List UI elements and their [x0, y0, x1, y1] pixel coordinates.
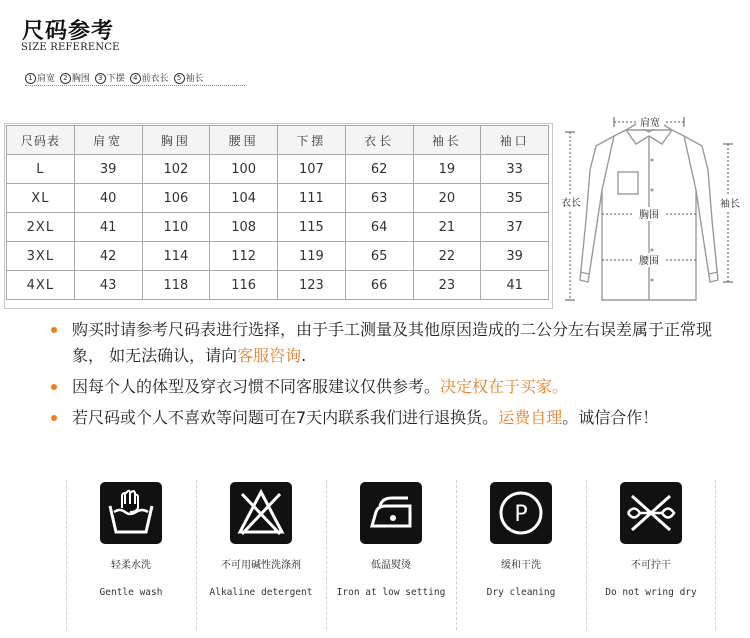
table-cell: 4XL	[7, 271, 75, 300]
table-header-cell: 衣长	[345, 126, 413, 155]
care-label-cn: 缓和干洗	[501, 560, 541, 571]
legend-number: 4	[130, 73, 141, 84]
table-cell: 112	[210, 242, 278, 271]
table-cell: 118	[142, 271, 210, 300]
table-cell: 110	[142, 213, 210, 242]
note-text: 购买时请参考尺码表进行选择，由于手工测量及其他原因造成的二公分左右误差属于正常现象， 如无法确认，请向	[72, 320, 713, 365]
table-row	[7, 213, 549, 242]
care-label-en: Alkaline detergent	[209, 587, 313, 598]
table-row	[7, 184, 549, 213]
note-text: 若尺码或个人不喜欢等问题可在7天内联系我们进行退换货。	[72, 408, 499, 427]
note-highlight: 客服咨询	[237, 346, 302, 365]
table-cell: 107	[278, 155, 346, 184]
legend-label: 胸围	[71, 74, 90, 84]
legend-number: 3	[95, 73, 106, 84]
table-cell: 39	[481, 242, 549, 271]
note-text: 因每个人的体型及穿衣习惯不同客服建议仅供参考。	[72, 377, 441, 396]
note-item	[47, 374, 727, 400]
table-header-cell: 肩宽	[74, 126, 142, 155]
table-cell: 42	[74, 242, 142, 271]
legend-label: 下摆	[106, 74, 125, 84]
legend-number: 2	[60, 73, 71, 84]
care-item-dry-clean	[456, 476, 586, 631]
shoulder-width-label: 肩宽	[640, 118, 660, 129]
legend-number: 1	[25, 73, 36, 84]
care-label-en: Do not wring dry	[605, 587, 697, 598]
table-header-cell: 腰围	[210, 126, 278, 155]
table-cell: 2XL	[7, 213, 75, 242]
table-cell: 119	[278, 242, 346, 271]
note-tail: 。诚信合作！	[562, 408, 659, 427]
note-item	[47, 405, 727, 431]
measurement-legend	[25, 71, 245, 86]
table-header-row	[7, 126, 549, 155]
table-cell: 20	[413, 184, 481, 213]
no-bleach-icon	[230, 482, 292, 544]
table-cell: 23	[413, 271, 481, 300]
note-tail: .	[301, 346, 307, 365]
table-cell: 35	[481, 184, 549, 213]
svg-text:P: P	[514, 502, 528, 527]
care-label-en: Iron at low setting	[336, 587, 446, 598]
notes-list	[47, 317, 727, 436]
page-title: 尺码参考	[22, 19, 115, 44]
table-cell: 41	[74, 213, 142, 242]
shirt-measurement-diagram	[556, 110, 746, 310]
legend-item-hem	[95, 74, 125, 84]
table-header-cell: 胸围	[142, 126, 210, 155]
table-cell: 116	[210, 271, 278, 300]
care-label-cn: 低温熨烫	[371, 560, 411, 571]
table-cell: 41	[481, 271, 549, 300]
table-row	[7, 155, 549, 184]
legend-item-front-length	[130, 74, 169, 84]
table-cell: 21	[413, 213, 481, 242]
table-cell: 39	[74, 155, 142, 184]
table-cell: 62	[345, 155, 413, 184]
care-item-gentle-wash	[66, 476, 196, 631]
legend-number: 5	[174, 73, 185, 84]
table-cell: 108	[210, 213, 278, 242]
iron-low-icon	[360, 482, 422, 544]
care-label-cn: 轻柔水洗	[111, 560, 151, 571]
legend-label: 前衣长	[141, 74, 169, 84]
table-cell: L	[7, 155, 75, 184]
table-cell: 102	[142, 155, 210, 184]
legend-item-sleeve	[174, 74, 204, 84]
care-label-cn: 不可用碱性洗涤剂	[221, 560, 301, 571]
table-row	[7, 242, 549, 271]
bullet-dot-icon	[51, 327, 57, 333]
sleeve-length-label: 袖长	[720, 199, 740, 210]
table-cell: 40	[74, 184, 142, 213]
table-cell: 3XL	[7, 242, 75, 271]
length-label: 衣长	[561, 198, 581, 209]
size-table	[6, 125, 549, 300]
legend-label: 肩宽	[37, 74, 56, 84]
legend-item-chest	[60, 74, 90, 84]
legend-item-shoulder	[25, 74, 55, 84]
no-wring-icon	[620, 482, 682, 544]
bullet-dot-icon	[51, 415, 57, 421]
table-cell: 22	[413, 242, 481, 271]
dry-clean-icon	[490, 482, 552, 544]
care-label-en: Dry cleaning	[486, 587, 556, 598]
hand-wash-icon	[100, 482, 162, 544]
bullet-dot-icon	[51, 384, 57, 390]
table-row	[7, 271, 549, 300]
table-cell: 106	[142, 184, 210, 213]
table-cell: 114	[142, 242, 210, 271]
table-cell: 111	[278, 184, 346, 213]
care-item-no-alkaline	[196, 476, 326, 631]
legend-label: 袖长	[185, 74, 204, 84]
table-cell: 37	[481, 213, 549, 242]
page-subtitle: SIZE REFERENCE	[21, 42, 120, 53]
table-cell: 123	[278, 271, 346, 300]
note-highlight: 决定权在于买家。	[440, 377, 569, 396]
table-cell: 115	[278, 213, 346, 242]
chest-label: 胸围	[639, 210, 659, 221]
table-header-cell: 尺码表	[7, 126, 75, 155]
table-cell: 64	[345, 213, 413, 242]
note-item	[47, 317, 727, 369]
care-item-no-wring	[586, 476, 716, 631]
table-cell: XL	[7, 184, 75, 213]
waist-label: 腰围	[639, 256, 659, 267]
care-instructions	[66, 476, 716, 631]
table-header-cell: 袖口	[481, 126, 549, 155]
table-cell: 43	[74, 271, 142, 300]
table-cell: 100	[210, 155, 278, 184]
care-label-en: Gentle wash	[99, 587, 163, 598]
table-cell: 104	[210, 184, 278, 213]
note-highlight: 运费自理	[498, 408, 563, 427]
table-cell: 63	[345, 184, 413, 213]
care-item-iron-low	[326, 476, 456, 631]
table-header-cell: 下摆	[278, 126, 346, 155]
table-cell: 65	[345, 242, 413, 271]
table-header-cell: 袖长	[413, 126, 481, 155]
care-label-cn: 不可拧干	[631, 560, 671, 571]
table-cell: 66	[345, 271, 413, 300]
table-cell: 33	[481, 155, 549, 184]
table-cell: 19	[413, 155, 481, 184]
